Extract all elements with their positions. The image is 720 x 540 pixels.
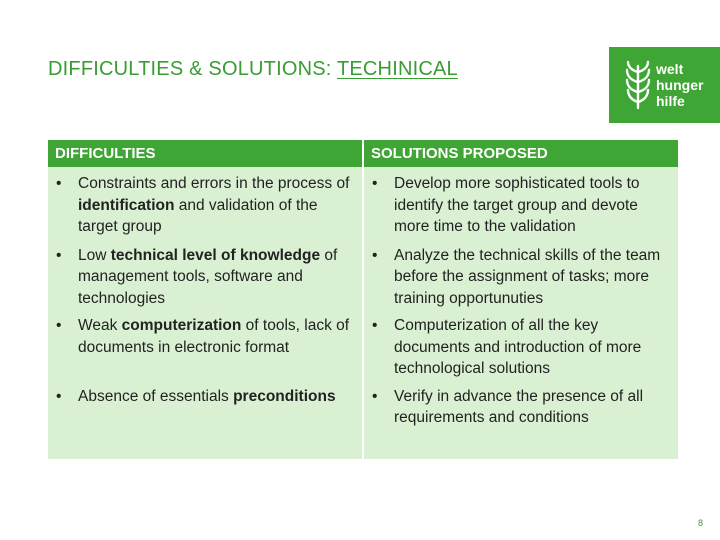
difficulty-cell xyxy=(48,167,363,238)
difficulties-solutions-table xyxy=(48,140,678,459)
solution-text: Verify in advance the presence of all requirements and conditions xyxy=(394,387,644,426)
table-header-row xyxy=(48,140,678,167)
solution-cell xyxy=(363,309,678,380)
table-row xyxy=(48,238,678,310)
solution-cell xyxy=(363,167,678,238)
table-row xyxy=(48,309,678,380)
solution-cell xyxy=(363,380,678,459)
solution-text: Develop more sophisticated tools to identify the target group and devote more time to the validation xyxy=(394,175,640,235)
logo-line-1: welt xyxy=(656,61,684,77)
header-solutions: SOLUTIONS PROPOSED xyxy=(363,140,678,167)
logo-wordmark xyxy=(656,61,703,109)
difficulty-cell xyxy=(48,309,363,380)
bullet: • xyxy=(372,246,378,264)
bullet: • xyxy=(372,387,378,405)
title-prefix: DIFFICULTIES & SOLUTIONS: xyxy=(48,58,337,80)
difficulty-cell xyxy=(48,380,363,459)
solution-cell xyxy=(363,238,678,310)
welthungerhilfe-logo xyxy=(609,47,720,123)
title-underlined-word: TECHINICAL xyxy=(336,58,458,80)
table-row xyxy=(48,380,678,459)
bullet: • xyxy=(56,175,62,192)
page-number: 8 xyxy=(698,518,704,528)
solution-text: Analyze the technical skills of the team before the assignment of tasks; more training opportunuties xyxy=(394,246,661,307)
table-row xyxy=(48,167,678,238)
bullet: • xyxy=(372,175,378,192)
logo-line-2: hunger xyxy=(656,77,704,93)
wheat-ear-icon xyxy=(625,60,651,110)
logo-line-3: hilfe xyxy=(656,93,685,109)
difficulty-cell xyxy=(48,238,363,310)
bullet: • xyxy=(56,387,62,405)
header-difficulties: DIFFICULTIES xyxy=(48,140,363,167)
difficulty-text: Weak computerization of tools, lack of documents in electronic format xyxy=(78,317,350,356)
difficulty-text: Constraints and errors in the process of identification and validation of the target group xyxy=(78,175,350,235)
slide-title xyxy=(48,58,458,81)
bullet: • xyxy=(56,246,62,264)
difficulty-text: Low technical level of knowledge of management tools, software and technologies xyxy=(78,246,338,307)
bullet: • xyxy=(56,317,62,334)
difficulty-text: Absence of essentials preconditions xyxy=(78,387,336,405)
solution-text: Computerization of all the key documents and introduction of more technological solutions xyxy=(394,317,642,377)
bullet: • xyxy=(372,317,378,334)
